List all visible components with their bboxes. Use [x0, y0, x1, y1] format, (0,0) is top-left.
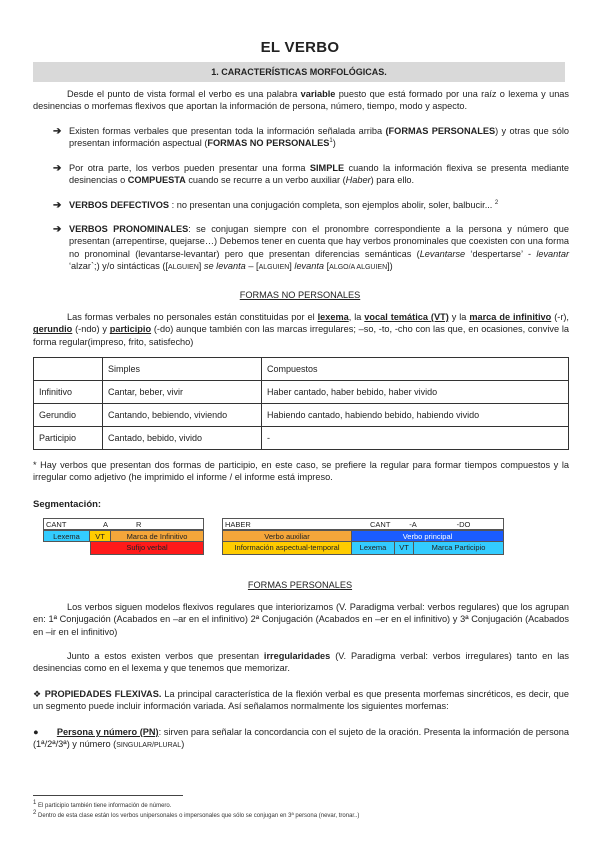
arrow-icon: ➔ — [53, 200, 62, 211]
table-cell: Cantado, bebido, vivido — [103, 427, 262, 450]
seg-cant: CANT — [43, 518, 93, 530]
table-row — [34, 404, 569, 427]
table-cell: Haber cantado, haber bebido, haber vivido — [262, 381, 569, 404]
propiedades-paragraph: ❖ PROPIEDADES FLEXIVAS. La principal característica de la flexión verbal es que presenta morfemas sincréticos, es decir, que un segmento puede incluir información variada. Así señalamos normalmente los siguientes morfemas: — [33, 689, 569, 712]
seg-r: R — [118, 518, 204, 530]
seg-sufijo-verbal: Sufijo verbal — [90, 542, 204, 555]
footnote-divider — [33, 795, 183, 796]
personales-paragraph-1: Los verbos siguen modelos flexivos regulares que interiorizamos (V. Paradigma verbal: verbos regulares) que los agrupan en: 1ª Conjugación (Acabados en –ar en el infinitivo) 2ª Conjugación (Acabados en –er en el infinitivo) y 3ª Conjugación (Acabados en –ir en el infinitivo) — [33, 602, 569, 637]
heading-no-personales: FORMAS NO PERSONALES — [239, 290, 361, 300]
intro-paragraph: Desde el punto de vista formal el verbo es una palabra variable puesto que está formado por una raíz o lexema y unas desinencias o morfemas flexivos que aportan la información de persona, número, tiempo, modo y aspecto. — [33, 89, 570, 112]
seg-a-2: -A — [402, 518, 424, 530]
personales-paragraph-2: Junto a estos existen verbos que presentan irregularidades (V. Paradigma verbal: verbos irregulares) tanto en las desinencias como en el lexema y que tenemos que memorizar. — [33, 651, 569, 674]
seg-lexema: Lexema — [43, 530, 90, 542]
table-cell: Cantar, beber, vivir — [103, 381, 262, 404]
table-cell: Gerundio — [34, 404, 103, 427]
bullet-pronominales: ➔ VERBOS PRONOMINALES: se conjugan siempre con el pronombre correspondiente a la persona y número que presentan (arrepentirse, quejarse…) Debemos tener en cuenta que hay verbos pronominales que coexisten con una forma no pronominal (levantarse-levantar) pero que presentan diferencias semánticas (Levantarse ‘despertarse’ - levantar ‘alzar`;) y/o sintácticas ([ALGUIEN] se levanta – [ALGUIEN] levanta [ALGO/A ALGUIEN]) — [53, 224, 569, 272]
table-header-cell — [34, 358, 103, 381]
document-title: EL VERBO — [260, 39, 340, 56]
seg-marca-infinitivo: Marca de Infinitivo — [110, 530, 204, 542]
formas-table — [33, 357, 569, 450]
bullet-icon: ● — [33, 727, 39, 737]
no-personales-paragraph: Las formas verbales no personales están constituidas por el lexema, la vocal temática (VT) y la marca de infinitivo (-r), gerundio (-ndo) y participio (-do) aunque también con las marcas irregulares; –so, -to, -cho con las que, en ocasiones, convive la forma regular(impreso, frito, satisfecho) — [33, 312, 569, 347]
bullet-formas: ➔ Existen formas verbales que presentan toda la información señalada arriba (FORMAS PERSONALES) y otras que sólo presentan información aspectual (FORMAS NO PERSONALES$^1$) — [53, 126, 569, 149]
arrow-icon: ➔ — [53, 163, 62, 174]
seg-a: A — [93, 518, 118, 530]
seg-cant-2: CANT — [352, 518, 402, 530]
table-cell: - — [262, 427, 569, 450]
footnote-1: $^1$ El participio también tiene información de número. — [33, 800, 172, 809]
heading-personales: FORMAS PERSONALES — [247, 580, 353, 590]
footnote-2: $^2$ Dentro de esta clase están los verbos unipersonales o impersonales que sólo se conjugan en 3ª persona (nevar, tronar..) — [33, 810, 360, 819]
table-cell: Participio — [34, 427, 103, 450]
table-cell: Cantando, bebiendo, viviendo — [103, 404, 262, 427]
diamond-icon: ❖ — [33, 689, 42, 699]
seg-verbo-auxiliar: Verbo auxiliar — [222, 530, 352, 542]
table-header-row — [34, 358, 569, 381]
bullet-simple-compuesta: ➔ Por otra parte, los verbos pueden presentar una forma SIMPLE cuando la información flexiva se presenta mediante desinencias o COMPUESTA cuando se recurre a un verbo auxiliar (Haber) para ello. — [53, 163, 569, 186]
arrow-icon: ➔ — [53, 224, 62, 235]
table-note: * Hay verbos que presentan dos formas de participio, en este caso, se prefiere la regular para formar tiempos compuestos y la irregular como adjetivo (he imprimido el informe / el informe está impreso. — [33, 460, 569, 483]
seg-marca-participio: Marca Participio — [414, 542, 504, 555]
seg-vt-2: VT — [395, 542, 414, 555]
section-heading: 1. CARACTERÍSTICAS MORFOLÓGICAS. — [33, 62, 565, 82]
arrow-icon: ➔ — [53, 126, 62, 137]
table-cell: Infinitivo — [34, 381, 103, 404]
segmentacion-title: Segmentación: — [33, 499, 102, 510]
persona-numero-paragraph: ● Persona y número (PN): sirven para señalar la concordancia con el sujeto de la oración. Presenta la información de persona (1ª/2ª/3ª) y número (SINGULAR/PLURAL) — [33, 727, 569, 750]
table-row — [34, 427, 569, 450]
seg-do: -DO — [424, 518, 504, 530]
seg-haber: HABER — [222, 518, 352, 530]
seg-verbo-principal: Verbo principal — [352, 530, 504, 542]
table-header-cell: Simples — [103, 358, 262, 381]
seg-vt: VT — [90, 530, 110, 542]
seg-info-aspectual: Información aspectual-temporal — [222, 542, 352, 555]
table-header-cell: Compuestos — [262, 358, 569, 381]
table-cell: Habiendo cantado, habiendo bebido, habiendo vivido — [262, 404, 569, 427]
seg-lexema-2: Lexema — [352, 542, 395, 555]
table-row — [34, 381, 569, 404]
bullet-defectivos: ➔ VERBOS DEFECTIVOS : no presentan una conjugación completa, son ejemplos abolir, soler, balbucir... $^2$ — [53, 200, 499, 211]
